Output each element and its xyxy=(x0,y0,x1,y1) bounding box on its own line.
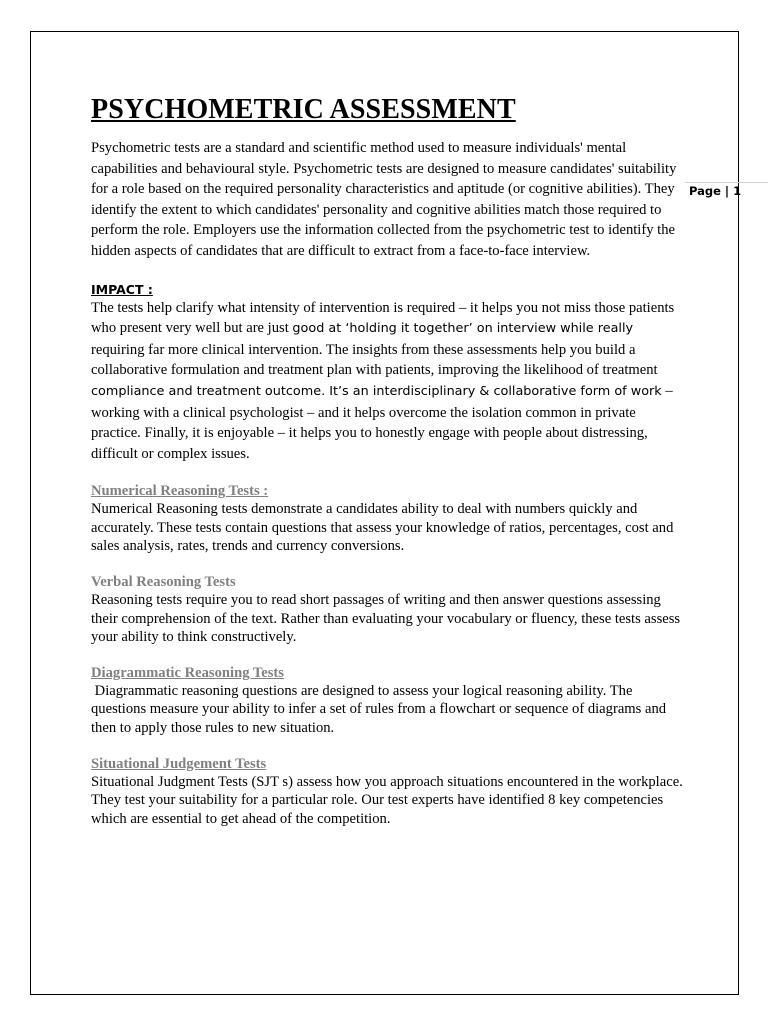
section-verbal xyxy=(91,573,683,646)
section-body: Situational Judgment Tests (SJT s) assess how you approach situations encountered in the workplace. They test your suitability for a particular role. Our test experts have identified 8 key competencies which are essential to get ahead of the competition. xyxy=(91,773,683,827)
impact-text-a: The tests help clarify what intensity of intervention is required – it helps you not miss those patients who present very well but are just xyxy=(91,299,675,337)
impact-paragraph xyxy=(91,298,683,465)
page-number: Page | 1 xyxy=(689,184,742,198)
section-body: Numerical Reasoning tests demonstrate a candidates ability to deal with numbers quickly and accurately. These tests contain questions that assess your knowledge of ratios, percentages, cost and sales analysis, rates, trends and currency conversions. xyxy=(91,501,674,554)
section-situational xyxy=(91,755,683,828)
section-numerical xyxy=(91,482,683,555)
section-body: Diagrammatic reasoning questions are designed to assess your logical reasoning ability. The questions measure your ability to infer a set of rules from a flowchart or sequence of diagrams and then to apply those rules to new situation. xyxy=(91,683,670,736)
section-diagrammatic xyxy=(91,664,683,737)
section-heading: Numerical Reasoning Tests : xyxy=(91,483,269,500)
impact-text-e: – working with a clinical psychologist – and it helps overcome the isolation common in private practice. Finally, it is enjoyable – it helps you to honestly engage with people about distressing, difficult or complex issues. xyxy=(91,382,673,462)
section-heading: Situational Judgement Tests xyxy=(91,755,267,772)
section-body: Reasoning tests require you to read short passages of writing and then answer questions assessing their comprehension of the text. Rather than evaluating your vocabulary or fluency, these tests assess your ability to think constructively. xyxy=(91,592,681,645)
margin-rule xyxy=(685,182,768,183)
section-heading: Verbal Reasoning Tests xyxy=(91,574,236,591)
document-body xyxy=(91,94,683,828)
impact-text-c: requiring far more clinical intervention. The insights from these assessments help you build a collaborative formulation and treatment plan with patients, improving the likelihood of treatment xyxy=(91,341,658,379)
section-heading: Diagrammatic Reasoning Tests xyxy=(91,665,284,682)
impact-text-d: compliance and treatment outcome. It’s an interdisciplinary & collaborative form of work xyxy=(91,383,662,399)
impact-text-b: good at ‘holding it together’ on interview while really xyxy=(292,321,634,337)
impact-heading: IMPACT : xyxy=(91,281,153,297)
document-title: PSYCHOMETRIC ASSESSMENT xyxy=(91,94,516,125)
intro-paragraph: Psychometric tests are a standard and scientific method used to measure individuals' mental capabilities and behavioural style. Psychometric tests are designed to measure candidates' suitability for a role based on the required personality characteristics and aptitude (or cognitive abilities). They identify the extent to which candidates' personality and cognitive abilities match those required to perform the role. Employers use the information collected from the psychometric test to identify the hidden aspects of candidates that are difficult to extract from a face-to-face interview. xyxy=(91,140,677,259)
